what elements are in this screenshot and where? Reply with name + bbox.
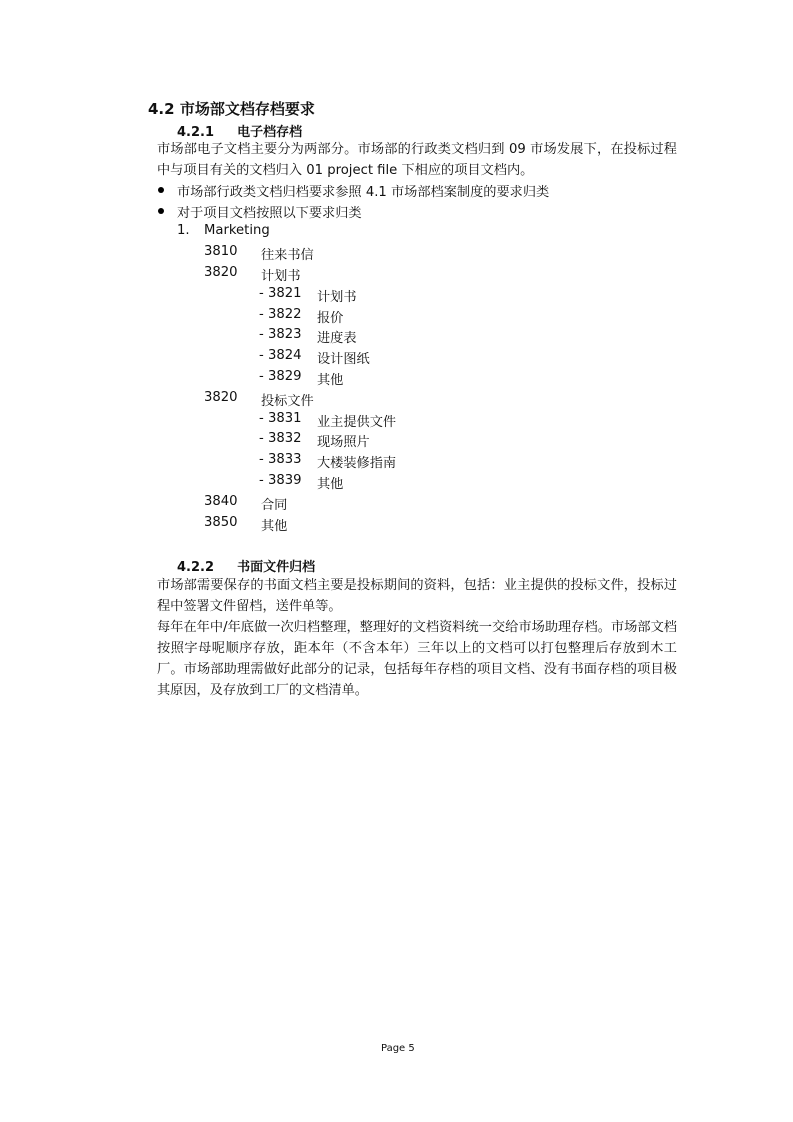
section-title: 市场部文档存档要求	[179, 100, 315, 118]
subcode-label: 其他	[317, 373, 344, 388]
subcode-label: 报价	[317, 311, 344, 326]
subsection-number: 4.2.2	[177, 560, 215, 575]
subcode-number: - 3831	[259, 411, 302, 426]
code-label: 往来书信	[261, 248, 314, 263]
subsection-heading-2	[177, 556, 315, 575]
subcode-number: - 3824	[259, 348, 302, 363]
code-number: 3850	[204, 515, 238, 530]
bullet-item-1: 市场部行政类文档归档要求参照 4.1 市场部档案制度的要求归类	[177, 185, 550, 200]
code-label: 合同	[261, 498, 288, 513]
section-heading	[148, 98, 315, 119]
list-label: Marketing	[204, 223, 270, 238]
code-number: 3810	[204, 244, 238, 259]
subcode-number: - 3821	[259, 286, 302, 301]
bullet-icon	[158, 187, 164, 193]
page-number: Page 5	[381, 1043, 415, 1054]
section-number: 4.2	[148, 100, 175, 118]
subcode-number: - 3832	[259, 431, 302, 446]
subcode-label: 设计图纸	[317, 352, 370, 367]
subcode-number: - 3829	[259, 369, 302, 384]
subcode-label: 现场照片	[317, 435, 370, 450]
bullet-item-2: 对于项目文档按照以下要求归类	[177, 206, 362, 221]
subcode-number: - 3822	[259, 307, 302, 322]
subcode-number: - 3839	[259, 473, 302, 488]
subcode-number: - 3823	[259, 327, 302, 342]
subcode-number: - 3833	[259, 452, 302, 467]
intro-paragraph: 市场部电子文档主要分为两部分。市场部的行政类文档归到 09 市场发展下，在投标过程中与项目有关的文档归入 01 project file 下相应的项目文档内。	[157, 142, 677, 178]
code-number: 3840	[204, 494, 238, 509]
code-number: 3820	[204, 265, 238, 280]
code-label: 其他	[261, 519, 288, 534]
subcode-label: 大楼装修指南	[317, 456, 397, 471]
subsection-title: 电子档存档	[237, 125, 303, 140]
subsection-title: 书面文件归档	[237, 560, 316, 575]
subcode-label: 计划书	[317, 290, 357, 305]
list-number: 1.	[177, 223, 190, 238]
subcode-label: 进度表	[317, 331, 357, 346]
subcode-label: 其他	[317, 477, 344, 492]
subcode-label: 业主提供文件	[317, 415, 397, 430]
code-label: 投标文件	[261, 394, 314, 409]
bullet-icon	[158, 208, 164, 214]
paragraph-2: 市场部需要保存的书面文档主要是投标期间的资料，包括：业主提供的投标文件，投标过程中签署文件留档，送件单等。	[157, 578, 677, 614]
code-label: 计划书	[261, 269, 301, 284]
code-number: 3820	[204, 390, 238, 405]
paragraph-3: 每年在年中/年底做一次归档整理，整理好的文档资料统一交给市场助理存档。市场部文档按照字母呢顺序存放，距本年（不含本年）三年以上的文档可以打包整理后存放到木工厂。市场部助理需做好此部分的记录，包括每年存档的项目文档、没有书面存档的项目极其原因，及存放到工厂的文档清单。	[157, 620, 677, 698]
subsection-number: 4.2.1	[177, 125, 215, 140]
subsection-heading-1	[177, 121, 302, 140]
